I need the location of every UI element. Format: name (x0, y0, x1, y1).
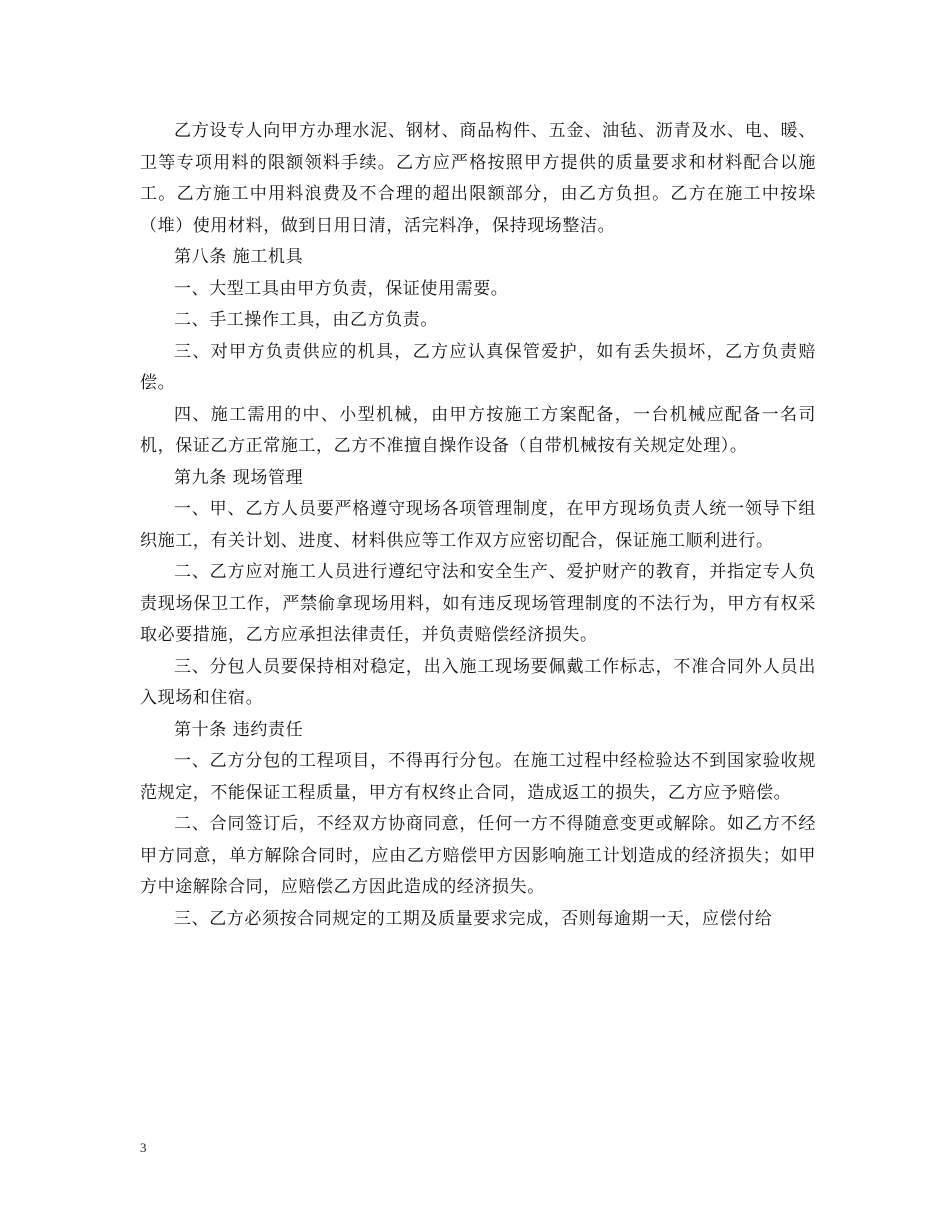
paragraph-9-2: 二、乙方应对施工人员进行遵纪守法和安全生产、爱护财产的教育，并指定专人负责现场保卫工作，严禁偷拿现场用料，如有违反现场管理制度的不法行为，甲方有权采取必要措施，乙方应承担法律责任，并负责赔偿经济损失。 (140, 562, 816, 645)
paragraph-10-3: 三、乙方必须按合同规定的工期及质量要求完成，否则每逾期一天，应偿付给 (174, 908, 773, 929)
paragraph-8-3: 三、对甲方负责供应的机具，乙方应认真保管爱护，如有丢失损坏，乙方负责赔偿。 (140, 341, 816, 393)
paragraph-10-2: 二、合同签订后，不经双方协商同意，任何一方不得随意变更或解除。如乙方不经甲方同意，单方解除合同时，应由乙方赔偿甲方因影响施工计划造成的经济损失；如甲方中途解除合同，应赔偿乙方因此造成的经济损失。 (140, 814, 816, 897)
paragraph-9-1: 一、甲、乙方人员要严格遵守现场各项管理制度，在甲方现场负责人统一领导下组织施工，有关计划、进度、材料供应等工作双方应密切配合，保证施工顺利进行。 (140, 499, 816, 551)
document-body (140, 116, 816, 935)
paragraph-8-2: 二、手工操作工具，由乙方负责。 (174, 310, 438, 330)
paragraph-9-3: 三、分包人员要保持相对稳定，出入施工现场要佩戴工作标志，不准合同外人员出入现场和住宿。 (140, 656, 816, 708)
heading-article-10: 第十条 违约责任 (174, 719, 304, 740)
paragraph-8-4: 四、施工需用的中、小型机械，由甲方按施工方案配备，一台机械应配备一名司机，保证乙方正常施工，乙方不准擅自操作设备（自带机械按有关规定处理）。 (140, 404, 816, 456)
paragraph-10-1: 一、乙方分包的工程项目，不得再行分包。在施工过程中经检验达不到国家验收规范规定，不能保证工程质量，甲方有权终止合同，造成返工的损失，乙方应予赔偿。 (140, 751, 816, 803)
paragraph-materials: 乙方设专人向甲方办理水泥、钢材、商品构件、五金、油毡、沥青及水、电、暖、卫等专项用料的限额领料手续。乙方应严格按照甲方提供的质量要求和材料配合以施工。乙方施工中用料浪费及不合理的超出限额部分，由乙方负担。乙方在施工中按垛（堆）使用材料，做到日用日清，活完料净，保持现场整洁。 (140, 121, 816, 236)
heading-article-8: 第八条 施工机具 (174, 247, 304, 267)
page-number: 3 (140, 1140, 147, 1155)
heading-article-9: 第九条 现场管理 (174, 467, 304, 488)
paragraph-8-1: 一、大型工具由甲方负责，保证使用需要。 (174, 278, 509, 299)
